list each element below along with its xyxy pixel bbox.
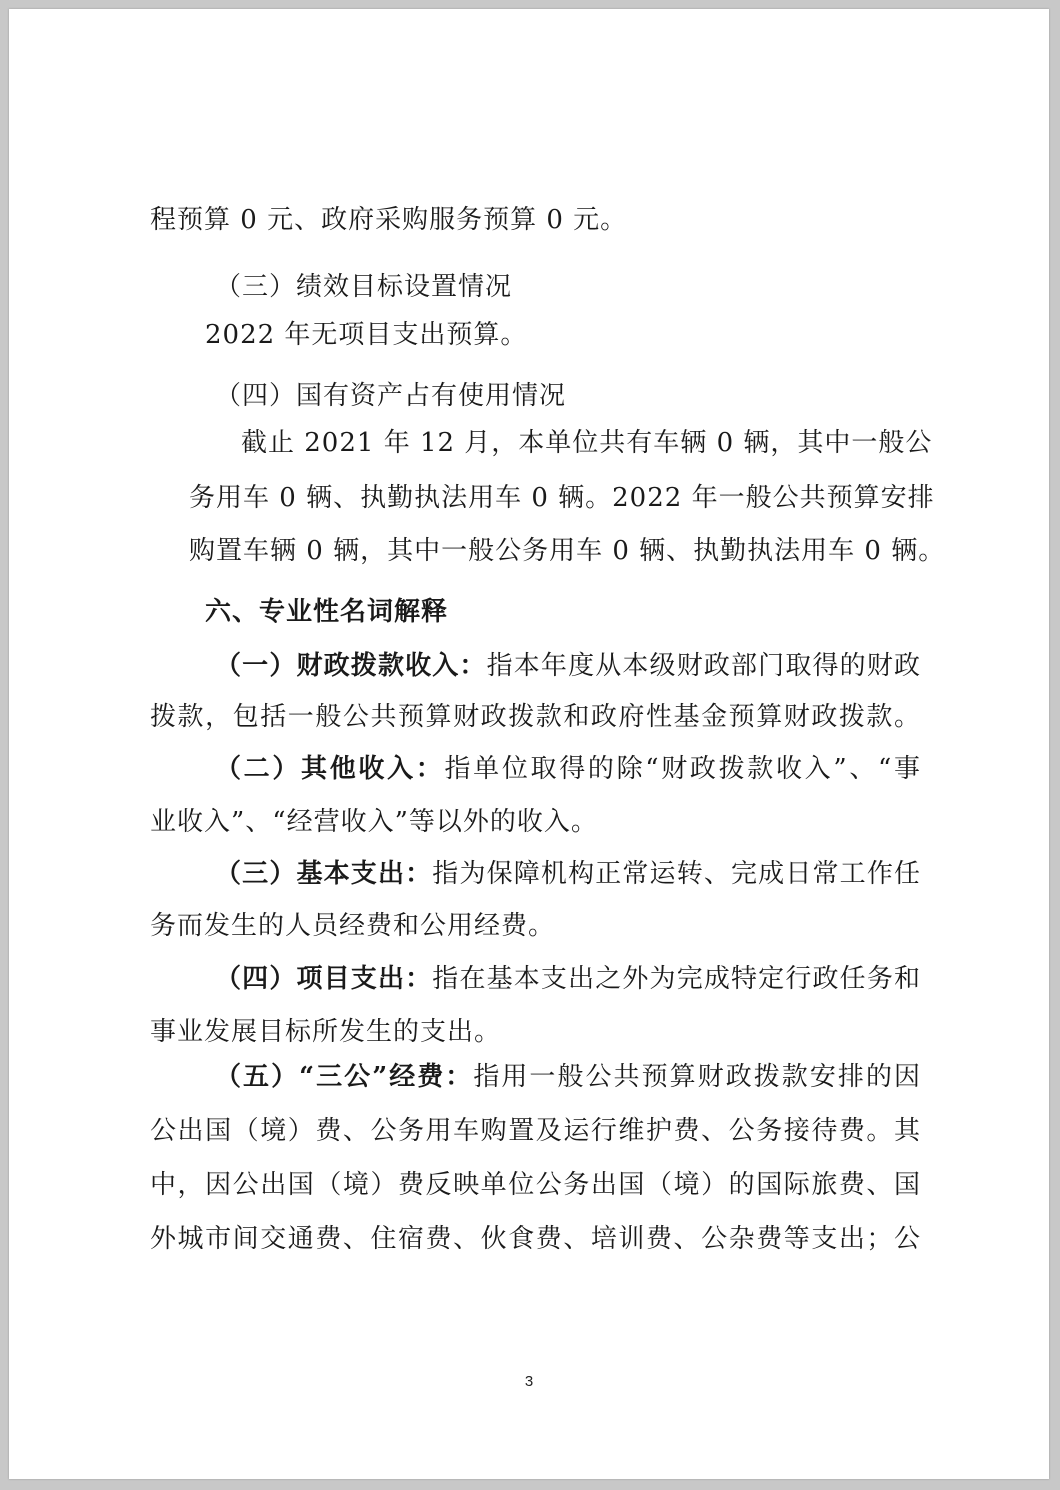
term-definition: 指本年度从本级财政部门取得的财政 [486, 651, 921, 681]
term-label: （一）财政拨款收入： [215, 651, 487, 681]
term-line [215, 1060, 921, 1094]
section-subheading: （四）国有资产占有使用情况 [215, 381, 567, 411]
term-definition: 指单位取得的除“财政拨款收入”、“事 [444, 754, 921, 784]
text-line: 拨款，包括一般公共预算财政拨款和政府性基金预算财政拨款。 [150, 702, 921, 732]
section-subheading: （三）绩效目标设置情况 [215, 272, 513, 302]
text-line: 程预算 0 元、政府采购服务预算 0 元。 [150, 205, 628, 235]
term-definition: 指为保障机构正常运转、完成日常工作任 [432, 859, 921, 889]
term-line [215, 752, 921, 786]
term-definition: 指用一般公共预算财政拨款安排的因 [473, 1062, 921, 1092]
term-label: （二）其他收入： [215, 754, 445, 784]
text-line: 购置车辆 0 辆，其中一般公务用车 0 辆、执勤执法用车 0 辆。 [189, 536, 946, 566]
term-definition: 指在基本支出之外为完成特定行政任务和 [432, 964, 921, 994]
text-line: 业收入”、“经营收入”等以外的收入。 [150, 807, 598, 837]
term-label: （五）“三公”经费： [215, 1062, 474, 1092]
text-line: 务而发生的人员经费和公用经费。 [150, 911, 556, 941]
term-line [215, 857, 921, 891]
text-line: 2022 年无项目支出预算。 [205, 320, 528, 350]
text-line: 外城市间交通费、住宿费、伙食费、培训费、公杂费等支出；公 [150, 1224, 921, 1254]
text-line: 务用车 0 辆、执勤执法用车 0 辆。2022 年一般公共预算安排 [189, 483, 935, 513]
section-heading: 六、专业性名词解释 [205, 597, 449, 627]
text-line: 截止 2021 年 12 月，本单位共有车辆 0 辆，其中一般公 [241, 428, 933, 458]
term-line [215, 962, 921, 996]
term-label: （四）项目支出： [215, 964, 433, 994]
document-page [9, 9, 1049, 1479]
page-number: 3 [524, 1373, 534, 1390]
text-line: 中，因公出国（境）费反映单位公务出国（境）的国际旅费、国 [150, 1170, 921, 1200]
text-line: 公出国（境）费、公务用车购置及运行维护费、公务接待费。其 [150, 1116, 921, 1146]
term-label: （三）基本支出： [215, 859, 433, 889]
text-line: 事业发展目标所发生的支出。 [150, 1017, 502, 1047]
term-line [215, 649, 921, 683]
